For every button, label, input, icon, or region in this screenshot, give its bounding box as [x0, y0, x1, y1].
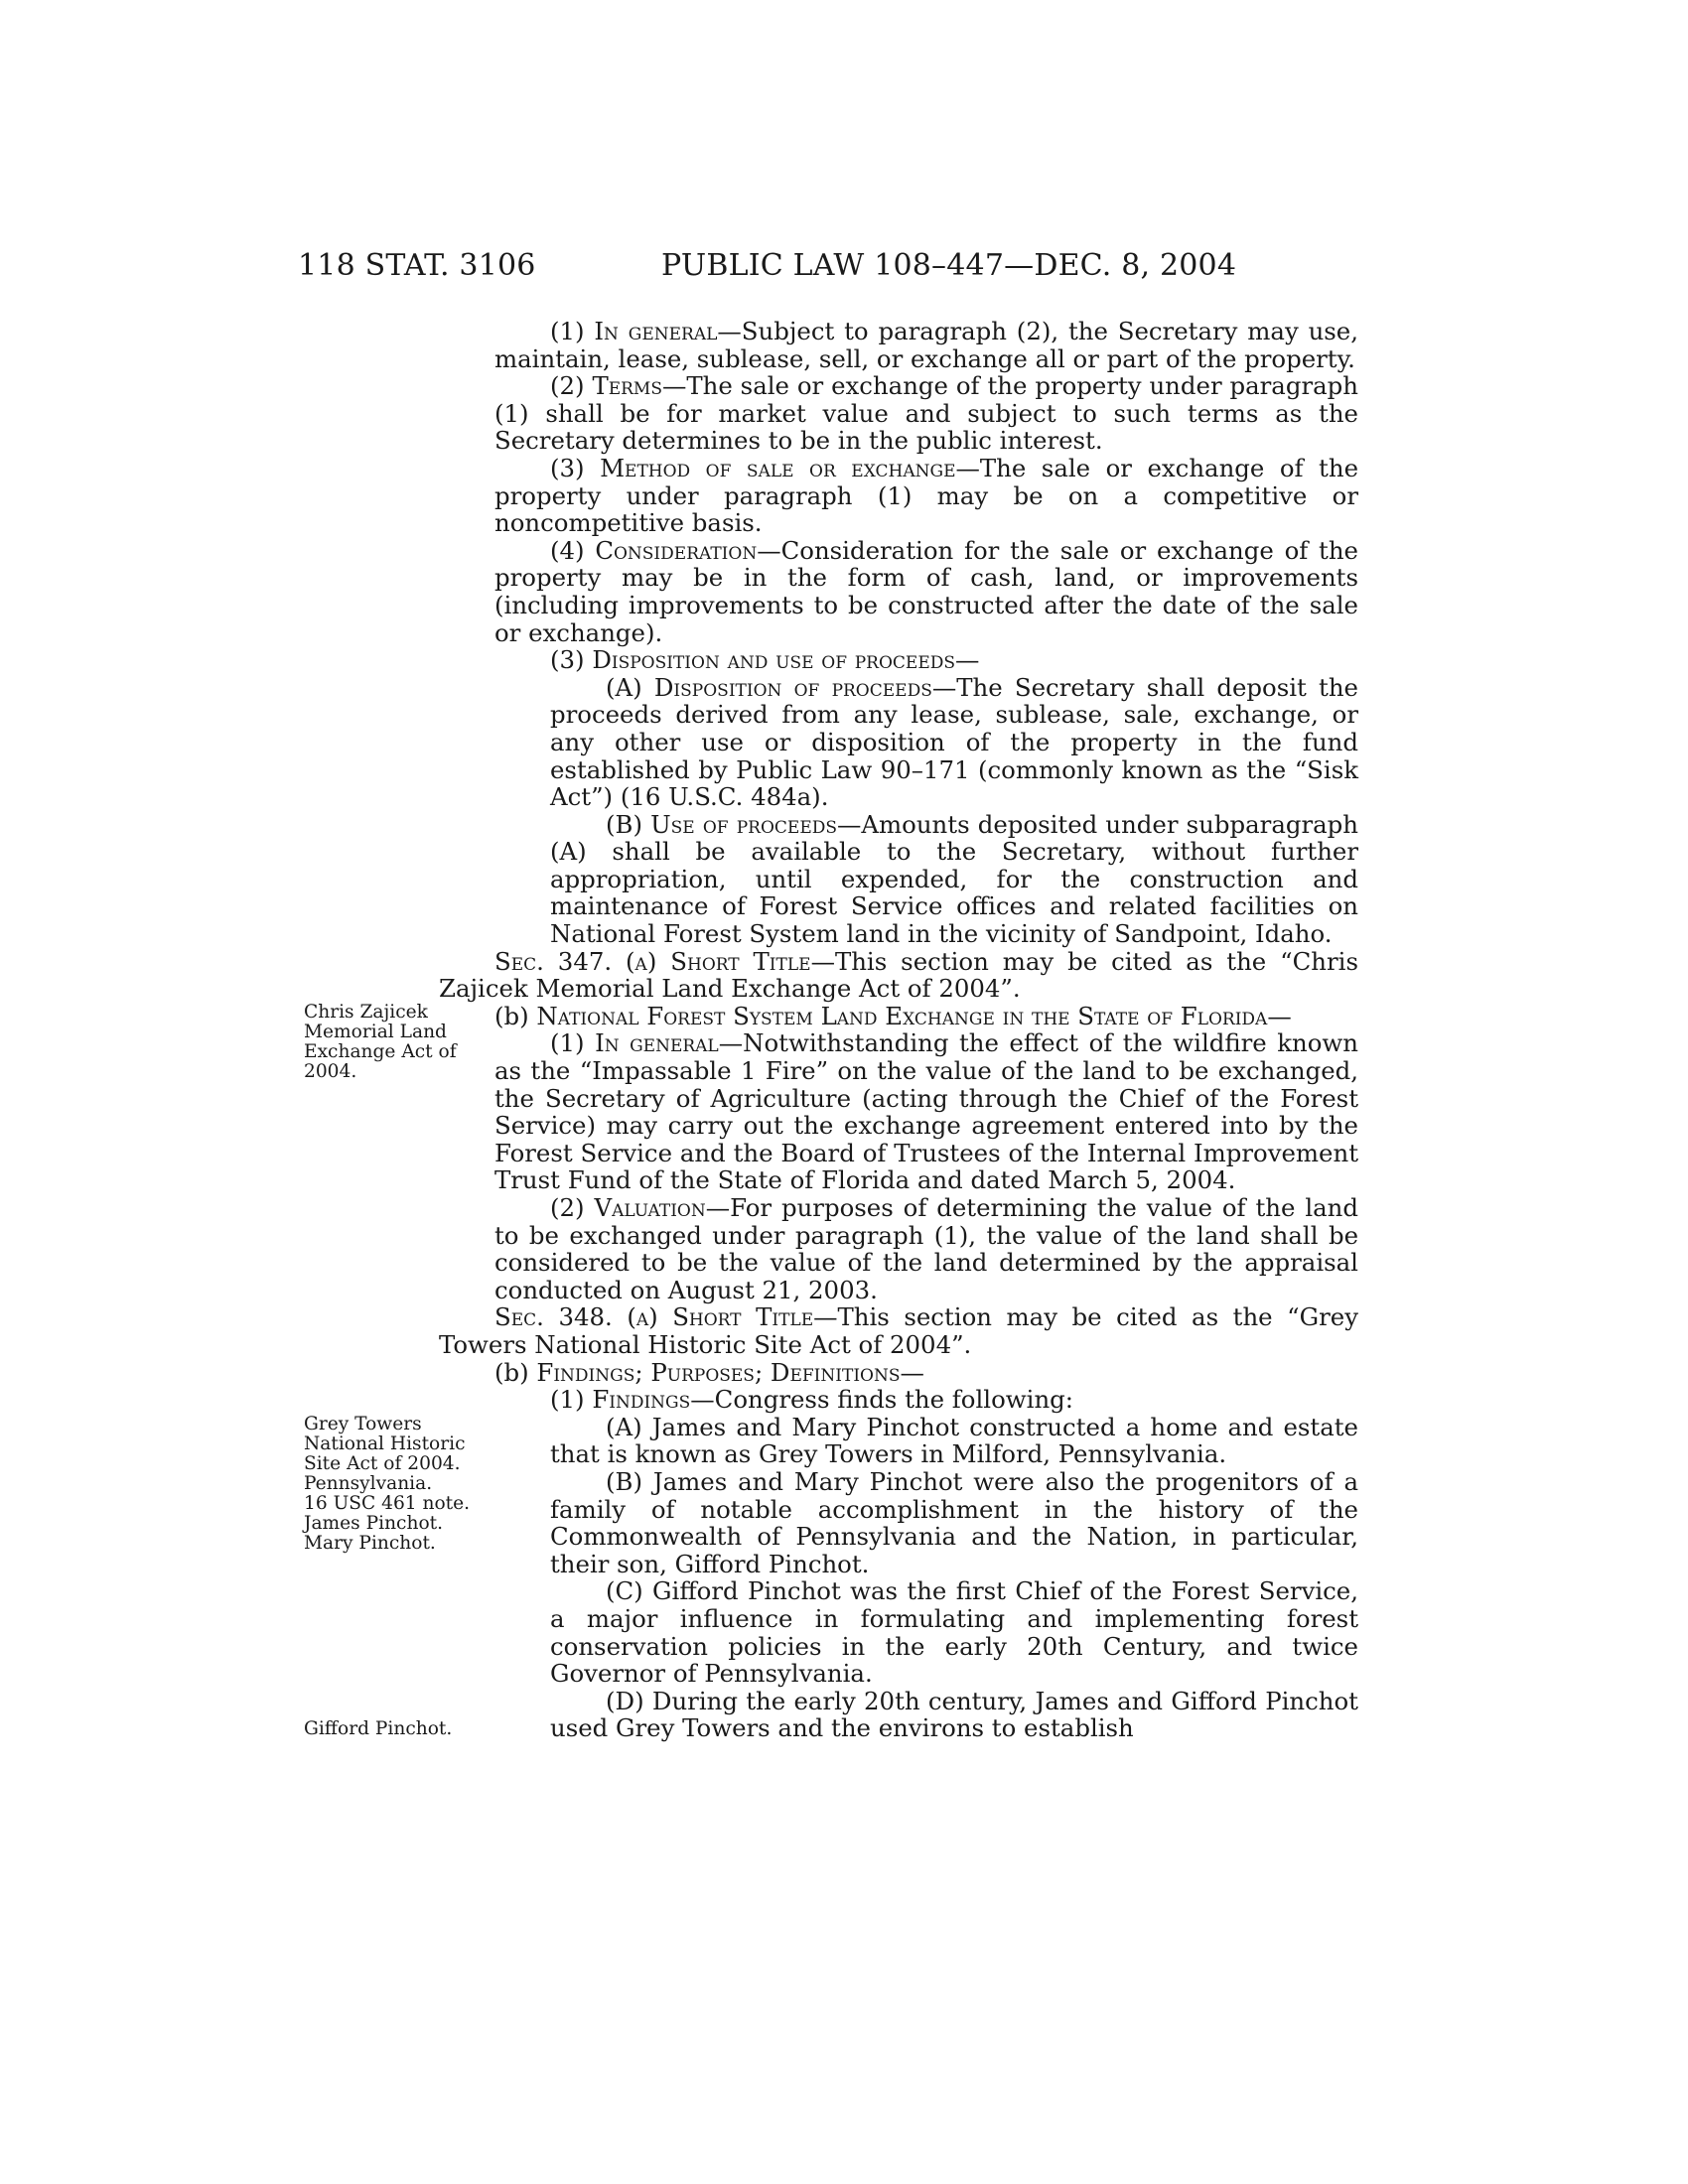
margin-note-line: 16 USC 461 note.	[304, 1493, 471, 1514]
paragraph-terms: (2) Terms—The sale or exchange of the property under paragraph (1) shall be for market value and subject to such terms as the Secretary determines to be in the public interest.	[494, 371, 1358, 456]
margin-note-line: James Pinchot.	[304, 1513, 444, 1534]
subparagraph-use-of-proceeds: (B) Use of proceeds—Amounts deposited under subparagraph (A) shall be available to the Secretary, without further appropriation, until expended, for the construction and maintenance of Forest Service offices and related facilities on National Forest System land in the vicinity of Sandpoint, Idaho.	[550, 809, 1358, 949]
paragraph-disposition-and-use: (3) Disposition and use of proceeds—	[550, 645, 980, 675]
margin-note-line: Gifford Pinchot.	[304, 1718, 453, 1739]
statute-page-reference: 118 STAT. 3106	[298, 248, 536, 283]
subparagraph-disposition-of-proceeds: (A) Disposition of proceeds—The Secretary shall deposit the proceeds derived from any lease, sublease, sale, exchange, or any other use or disposition of the property in the fund established by Public Law 90–171 (commonly known as the “Sisk Act”) (16 U.S.C. 484a).	[550, 672, 1358, 812]
margin-note-line: Chris Zajicek	[304, 1002, 428, 1023]
paragraph-method-of-sale: (3) Method of sale or exchange—The sale or exchange of the property under paragraph (1) may be on a competitive or noncompetitive basis.	[494, 453, 1358, 538]
margin-note-line: Grey Towers	[304, 1414, 422, 1434]
finding-a: (A) James and Mary Pinchot constructed a home and estate that is known as Grey Towers in Milford, Pennsylvania.	[550, 1412, 1358, 1469]
section-348-findings-purposes: (b) Findings; Purposes; Definitions—	[494, 1357, 924, 1387]
margin-note-line: 2004.	[304, 1061, 357, 1082]
finding-c: (C) Gifford Pinchot was the first Chief of the Forest Service, a major influence in formulating and implementing forest conservation policies in the early 20th Century, and twice Governor of Pennsylvania.	[550, 1576, 1358, 1689]
margin-note-grey-towers	[304, 1415, 483, 1554]
margin-note-line: Exchange Act of	[304, 1041, 457, 1062]
section-347-florida-exchange: (b) National Forest System Land Exchange in the State of Florida—	[494, 1001, 1292, 1030]
paragraph-valuation: (2) Valuation—For purposes of determining the value of the land to be exchanged under paragraph (1), the value of the land shall be considered to be the value of the land determined by the appraisal conducted on August 21, 2003.	[494, 1193, 1358, 1304]
paragraph-florida-in-general: (1) In general—Notwithstanding the effect of the wildfire known as the “Impassable 1 Fire” on the value of the land to be exchanged, the Secretary of Agriculture (acting through the Chief of the Forest Service) may carry out the exchange agreement entered into by the Forest Service and the Board of Trustees of the Internal Improvement Trust Fund of the State of Florida and dated March 5, 2004.	[494, 1028, 1358, 1195]
statute-body-text	[439, 317, 1358, 1743]
running-header-title: PUBLIC LAW 108–447—DEC. 8, 2004	[661, 248, 1237, 283]
paragraph-consideration: (4) Consideration—Consideration for the sale or exchange of the property may be in the form of cash, land, or improvements (including improvements to be constructed after the date of the sale or exchange).	[494, 535, 1358, 647]
margin-note-gifford-pinchot	[304, 1719, 483, 1739]
margin-note-line: Site Act of 2004.	[304, 1453, 461, 1474]
finding-d: (D) During the early 20th century, James and Gifford Pinchot used Grey Towers and the environs to establish	[550, 1686, 1358, 1743]
section-347-short-title: Sec. 347. (a) Short Title—This section may be cited as the “Chris Zajicek Memorial Land Exchange Act of 2004”.	[439, 946, 1358, 1004]
margin-note-line: National Historic	[304, 1433, 466, 1454]
margin-note-line: Memorial Land	[304, 1022, 447, 1042]
paragraph-in-general: (1) In general—Subject to paragraph (2), the Secretary may use, maintain, lease, sublease, sell, or exchange all or part of the property.	[494, 317, 1358, 373]
finding-b: (B) James and Mary Pinchot were also the progenitors of a family of notable accomplishment in the history of the Commonwealth of Pennsylvania and the Nation, in particular, their son, Gifford Pinchot.	[550, 1466, 1358, 1578]
paragraph-findings: (1) Findings—Congress finds the following:	[550, 1385, 1073, 1415]
margin-note-line: Pennsylvania.	[304, 1473, 433, 1494]
margin-note-line: Mary Pinchot.	[304, 1533, 436, 1554]
section-348-short-title: Sec. 348. (a) Short Title—This section may be cited as the “Grey Towers National Historic Site Act of 2004”.	[439, 1302, 1358, 1359]
